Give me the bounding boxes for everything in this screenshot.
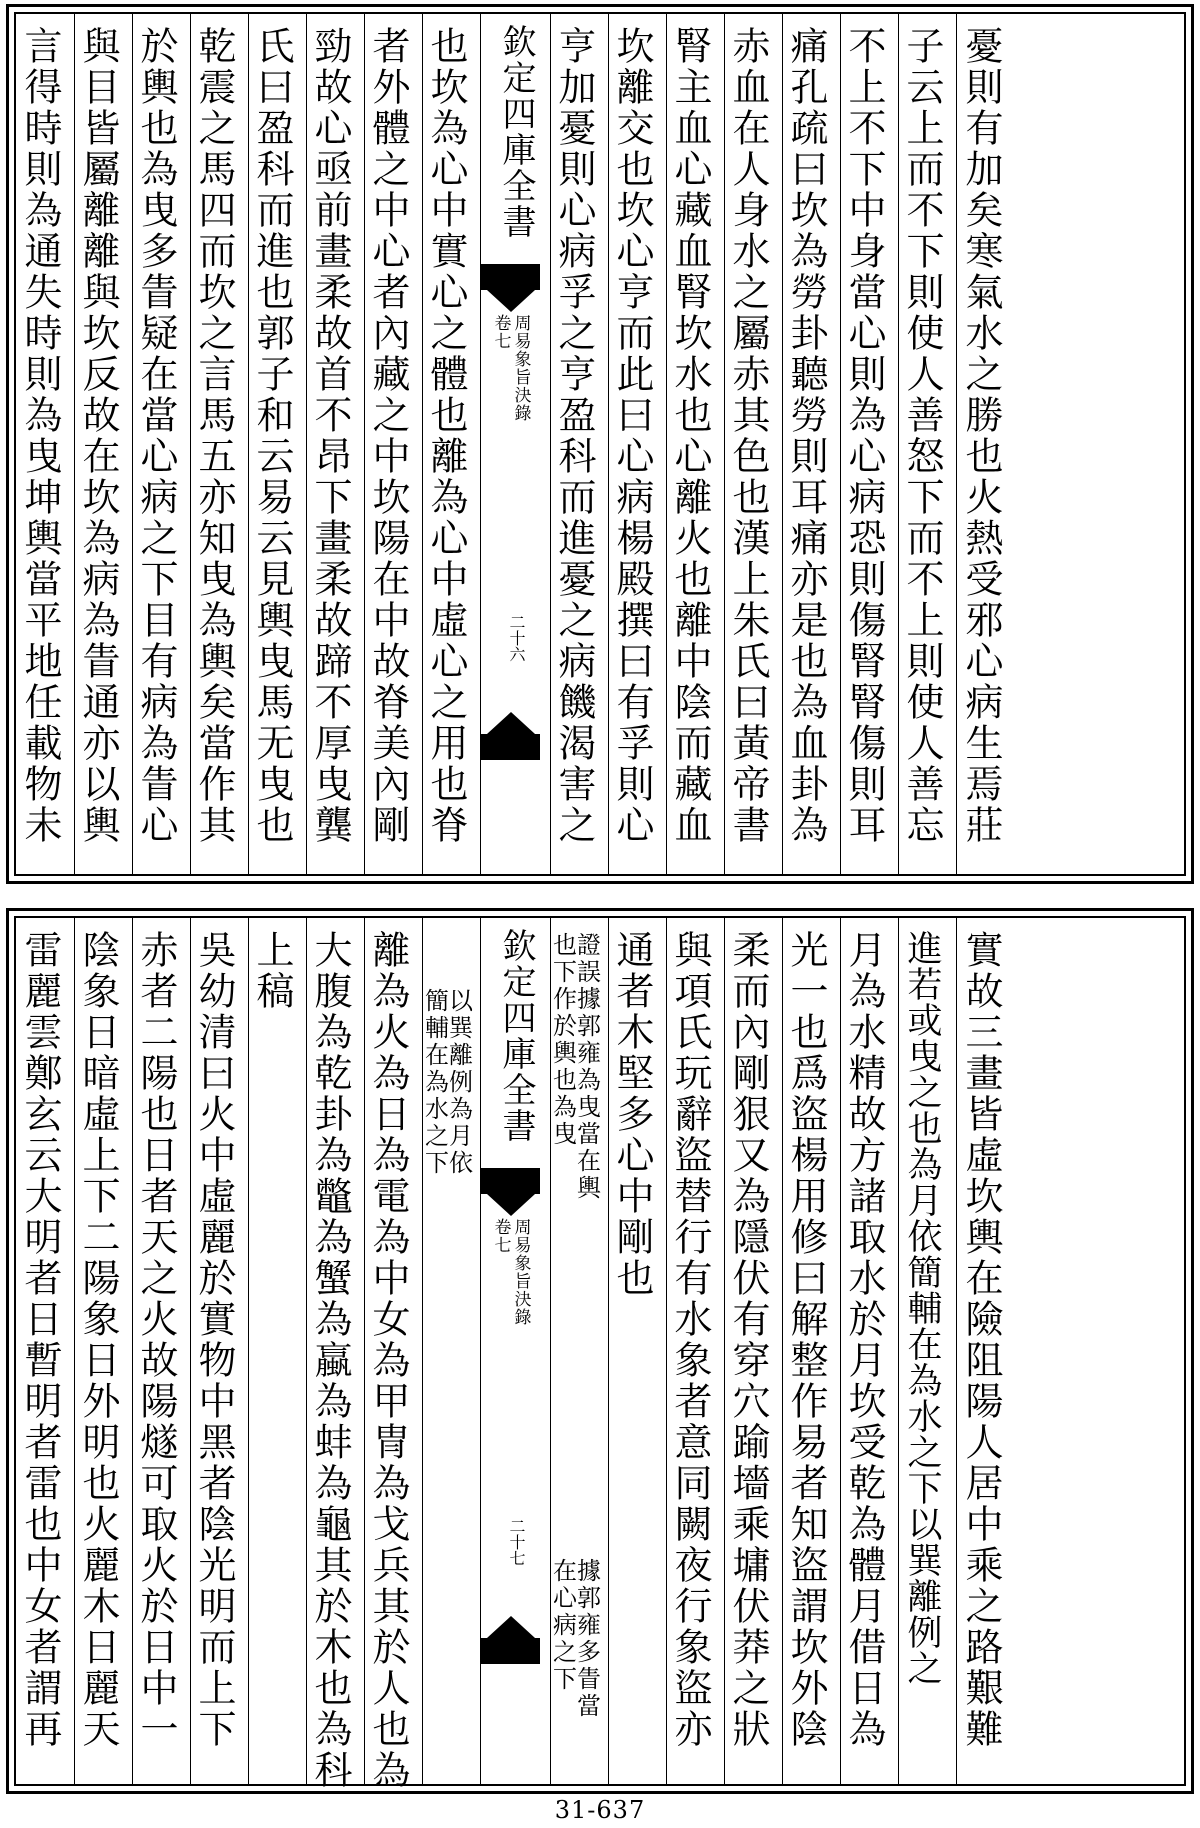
lower-page xyxy=(6,908,1194,1794)
page-number: 二十七 xyxy=(507,1518,526,1566)
column-text: 也坎為心中實心之體也離為心中虛心之用也脊 xyxy=(424,26,468,846)
annotation-column xyxy=(420,918,473,1784)
column-text: 與項氏玩辭盜替行有水象者意同闕夜行象盜亦 xyxy=(668,930,712,1750)
column-text: 吳幼清曰火中虛麗於實物中黑者陰光明而上下 xyxy=(192,930,236,1750)
column-text: 實故三畫皆虛坎輿在險阻陽人居中乘之路艱難 xyxy=(959,930,1003,1750)
column-text: 坎離交也坎心亨而此曰心病楊殿撰曰有孚則心 xyxy=(610,26,654,846)
fishtail-mark-top xyxy=(481,264,540,290)
text-column xyxy=(550,14,598,874)
volume-label xyxy=(481,1218,540,1326)
note-line: 以巽離例為月依 xyxy=(444,988,473,1177)
page-number: 二十六 xyxy=(507,614,526,662)
column-text: 者外體之中心者內藏之中坎陽在中故脊美內剛 xyxy=(366,26,410,846)
column-text: 言得時則為通失時則為曳坤輿當平地任載物未 xyxy=(18,26,62,846)
text-column xyxy=(248,918,296,1784)
column-text: 陰象日暗虛上下二陽象日外明也火麗木日麗天 xyxy=(76,930,120,1750)
volume-number: 卷七 xyxy=(490,1218,511,1254)
note-line: 在心病之下 xyxy=(548,1558,577,1693)
column-text: 離為火為日為電為中女為甲冑為戈兵其於人也為 xyxy=(366,930,410,1791)
text-column xyxy=(422,14,470,874)
annotation-column xyxy=(548,918,601,1784)
text-column xyxy=(74,14,122,874)
text-column xyxy=(190,14,238,874)
column-text: 大腹為乾卦為鼈為蟹為蠃為蚌為龜其於木也為科 xyxy=(308,930,352,1791)
text-column xyxy=(666,14,714,874)
column-text: 光一也爲盜楊用修曰解整作易者知盜謂坎外陰 xyxy=(784,930,828,1750)
text-column xyxy=(16,918,64,1784)
text-column xyxy=(608,14,656,874)
column-text: 亨加憂則心病孚之亨盈科而進憂之病饑渴害之 xyxy=(552,26,596,846)
upper-page xyxy=(6,4,1194,884)
text-column xyxy=(782,14,830,874)
column-text: 月為水精故方諸取水於月坎受乾為體月借日為 xyxy=(842,930,886,1750)
column-text: 憂則有加矣寒氣水之勝也火熱受邪心病生焉莊 xyxy=(959,26,1003,846)
column-text: 痛孔疏曰坎為勞卦聽勞則耳痛亦是也為血卦為 xyxy=(784,26,828,846)
text-column xyxy=(724,14,772,874)
text-column xyxy=(840,918,888,1784)
center-banner xyxy=(480,918,540,1784)
column-text: 柔而內剛狠又為隱伏有穿穴踰墻乘墉伏莽之狀 xyxy=(726,930,770,1750)
page-footer-number: 31-637 xyxy=(554,1796,646,1824)
fishtail-mark-bottom xyxy=(481,1638,540,1664)
text-column xyxy=(956,918,1182,1784)
small-note xyxy=(548,1558,601,1720)
text-column xyxy=(306,918,354,1791)
text-column xyxy=(16,14,64,874)
column-text: 腎主血心藏血腎坎水也心離火也離中陰而藏血 xyxy=(668,26,712,846)
text-column xyxy=(724,918,772,1784)
text-column xyxy=(364,918,412,1791)
column-text: 赤血在人身水之屬赤其色也漢上朱氏曰黃帝書 xyxy=(726,26,770,846)
note-line: 證誤據郭雍為曳當在輿 xyxy=(572,932,601,1202)
text-column xyxy=(190,918,238,1784)
note-line: 簡輔在為水之下 xyxy=(420,988,449,1177)
text-column xyxy=(306,14,354,874)
lower-page-frame xyxy=(14,916,1186,1791)
column-text: 於輿也為曳多眚疑在當心病之下目有病為眚心 xyxy=(134,26,178,846)
text-column xyxy=(364,14,412,874)
note-line: 據郭雍多眚當 xyxy=(572,1558,601,1720)
column-text: 上稿 xyxy=(250,930,294,1012)
text-column xyxy=(248,14,296,874)
column-text: 乾震之馬四而坎之言馬五亦知曳為輿矣當作其 xyxy=(192,26,236,846)
book-name: 周易象旨決錄 xyxy=(510,1218,531,1326)
column-text: 子云上而不下則使人善怒下而不上則使人善忘 xyxy=(900,26,944,846)
column-text: 勁故心亟前畫柔故首不昂下畫柔故蹄不厚曳龔 xyxy=(308,26,352,846)
text-column xyxy=(782,918,830,1784)
text-column xyxy=(956,14,1182,874)
small-note xyxy=(548,932,601,1202)
small-note xyxy=(420,988,473,1177)
column-text: 通者木堅多心中剛也 xyxy=(610,930,654,1299)
column-text: 氏曰盈科而進也郭子和云易云見輿曳馬无曳也 xyxy=(250,26,294,846)
book-name: 周易象旨決錄 xyxy=(510,314,531,422)
text-column xyxy=(132,14,180,874)
fishtail-mark-top xyxy=(481,1168,540,1194)
text-column xyxy=(840,14,888,874)
column-text: 不上不下中身當心則為心病恐則傷腎腎傷則耳 xyxy=(842,26,886,846)
volume-number: 卷七 xyxy=(490,314,511,350)
fishtail-mark-bottom xyxy=(481,734,540,760)
column-text: 赤者二陽也日者天之火故陽燧可取火於日中一 xyxy=(134,930,178,1750)
book-title: 欽定四庫全書 xyxy=(496,928,536,1144)
book-title: 欽定四庫全書 xyxy=(496,24,536,240)
volume-label xyxy=(481,314,540,422)
text-column xyxy=(666,918,714,1784)
column-text: 進若或曳之也為月依簡輔在為水之下以巽離例之 xyxy=(902,930,942,1686)
center-banner xyxy=(480,14,540,874)
text-column xyxy=(132,918,180,1784)
column-text: 與目皆屬離離與坎反故在坎為病為眚通亦以輿 xyxy=(76,26,120,846)
text-column xyxy=(898,918,946,1784)
column-text: 雷麗雲鄭玄云大明者日暫明者雷也中女者謂再 xyxy=(18,930,62,1750)
text-column xyxy=(608,918,656,1784)
upper-page-frame xyxy=(14,12,1186,876)
text-column xyxy=(898,14,946,874)
note-line: 也下作於輿也為曳 xyxy=(548,932,577,1148)
text-column xyxy=(74,918,122,1784)
